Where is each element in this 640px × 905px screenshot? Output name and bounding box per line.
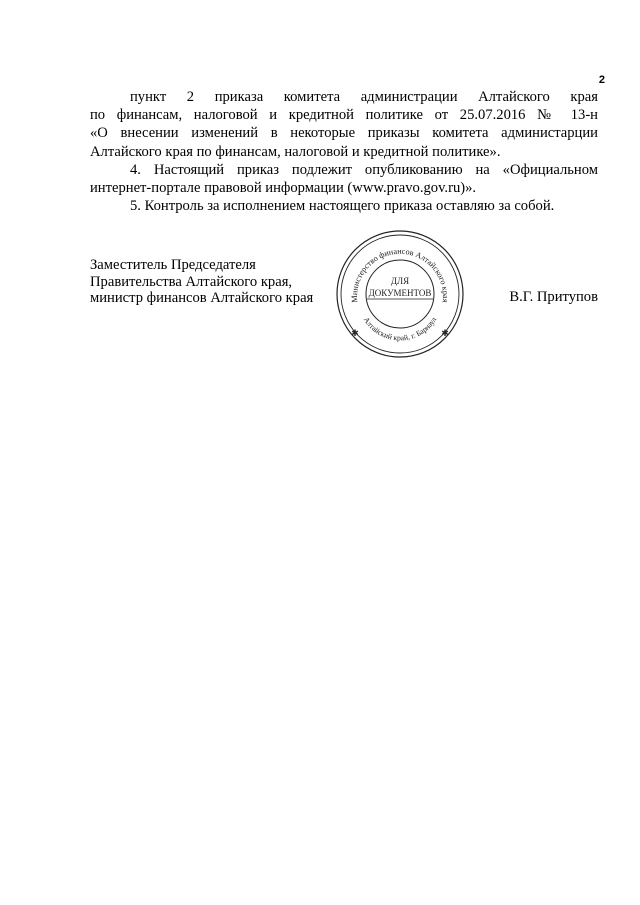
signatory-title-line: министр финансов Алтайского края [90,290,314,306]
document-body [90,88,598,215]
stamp-outer-text: Министерство финансов Алтайского края [349,246,451,304]
stamp-star-icon: ✱ [351,329,359,339]
body-line: 4. Настоящий приказ подлежит опубликованию на «Официальном [130,161,598,178]
official-stamp [334,228,466,360]
page-number: 2 [598,74,605,86]
stamp-center-line: ДЛЯ [390,276,410,286]
stamp-center-line: ДОКУМЕНТОВ [368,288,432,298]
signatory-title [90,257,340,307]
body-line: 5. Контроль за исполнением настоящего приказа оставляю за собой. [130,198,555,215]
body-line: «О внесении изменений в некоторые приказы комитета администарции [90,125,598,142]
body-line: Алтайского края по финансам, налоговой и кредитной политике». [90,143,501,160]
stamp-star-icon: ✱ [441,329,449,339]
body-line: пункт 2 приказа комитета администрации Алтайского края [130,89,598,105]
signatory-title-line: Правительства Алтайского края, [90,273,293,290]
signatory-name: В.Г. Притупов [509,289,598,305]
body-line: интернет-портале правовой информации (www.pravo.gov.ru)». [90,180,477,197]
signatory-title-line: Заместитель Председателя [90,257,256,273]
body-line: по финансам, налоговой и кредитной политике от 25.07.2016 № 13-н [90,107,598,124]
stamp-bottom-text: Алтайский край, г. Барнаул [361,315,439,343]
